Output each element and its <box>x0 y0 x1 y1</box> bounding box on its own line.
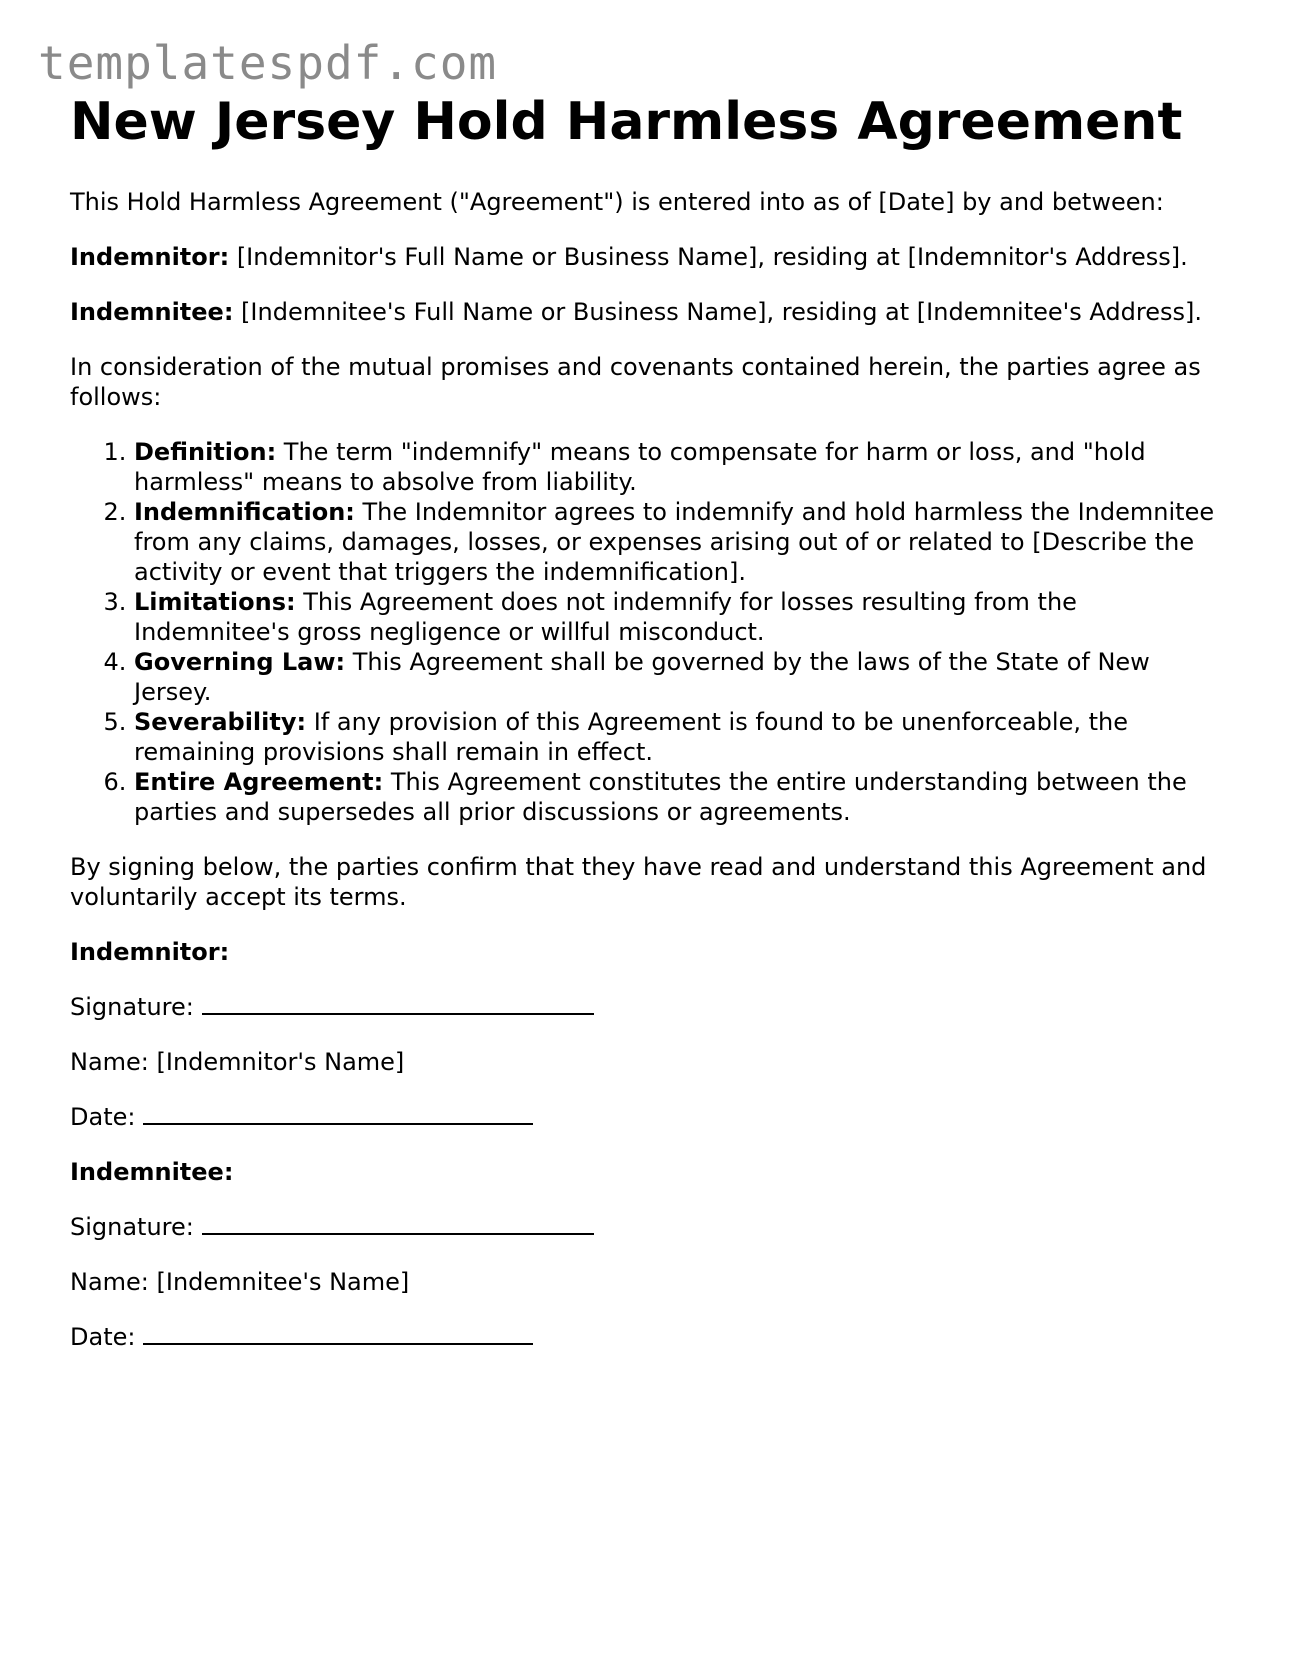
intro-paragraph: This Hold Harmless Agreement ("Agreement") is entered into as of [Date] by and between: <box>70 188 1164 216</box>
clause-text: This Agreement shall be governed by the laws of the State of New Jersey. <box>134 648 1150 706</box>
name-line: Name: [Indemnitee's Name] <box>70 1268 410 1296</box>
date-blank[interactable] <box>143 1103 533 1125</box>
clause-item <box>134 647 1220 707</box>
clause-label: Governing Law: <box>134 648 346 676</box>
signature-label: Signature: <box>70 1213 202 1241</box>
clause-item <box>134 437 1220 497</box>
closing-paragraph: By signing below, the parties confirm that they have read and understand this Agreement and voluntarily accept its terms. <box>70 853 1207 911</box>
clause-text: This Agreement does not indemnify for losses resulting from the Indemnitee's gross negligence or willful misconduct. <box>134 588 1077 646</box>
clause-item <box>134 707 1220 767</box>
document-title: New Jersey Hold Harmless Agreement <box>70 92 1183 152</box>
signature-heading: Indemnitee: <box>70 1158 234 1186</box>
clause-label: Indemnification: <box>134 498 355 526</box>
date-line <box>70 1322 1220 1352</box>
signature-block-indemnitee <box>70 1157 1220 1352</box>
watermark-logo: templatespdf.com <box>38 36 498 90</box>
date-label: Date: <box>70 1103 144 1131</box>
clause-label: Limitations: <box>134 588 296 616</box>
signature-heading: Indemnitor: <box>70 938 230 966</box>
indemnitee-label: Indemnitee: <box>70 298 234 326</box>
name-line: Name: [Indemnitor's Name] <box>70 1048 405 1076</box>
clause-text: If any provision of this Agreement is found to be unenforceable, the remaining provisions shall remain in effect. <box>134 708 1128 766</box>
signature-line <box>70 992 1220 1022</box>
date-line <box>70 1102 1220 1132</box>
indemnitee-paragraph <box>70 297 1220 327</box>
indemnitor-label: Indemnitor: <box>70 243 230 271</box>
clause-text: The Indemnitor agrees to indemnify and hold harmless the Indemnitee from any claims, damages, losses, or expenses arising out of or related to [Describe the activity or event that triggers the indemnification]. <box>134 498 1215 586</box>
date-label: Date: <box>70 1323 144 1351</box>
signature-line <box>70 1212 1220 1242</box>
clause-list <box>70 437 1220 827</box>
indemnitor-paragraph <box>70 242 1220 272</box>
clause-label: Entire Agreement: <box>134 768 384 796</box>
clause-text: This Agreement constitutes the entire understanding between the parties and supersedes all prior discussions or agreements. <box>134 768 1187 826</box>
signature-label: Signature: <box>70 993 202 1021</box>
document-body <box>70 187 1220 1352</box>
clause-item <box>134 767 1220 827</box>
signature-blank[interactable] <box>202 1213 594 1235</box>
indemnitee-text: [Indemnitee's Full Name or Business Name], residing at [Indemnitee's Address]. <box>233 298 1202 326</box>
clause-label: Definition: <box>134 438 277 466</box>
clause-item <box>134 497 1220 587</box>
clause-label: Severability: <box>134 708 307 736</box>
clause-text: The term "indemnify" means to compensate for harm or loss, and "hold harmless" means to absolve from liability. <box>134 438 1146 496</box>
document-page <box>70 88 1220 1352</box>
date-blank[interactable] <box>143 1323 533 1345</box>
clause-item <box>134 587 1220 647</box>
consideration-paragraph: In consideration of the mutual promises and covenants contained herein, the parties agree as follows: <box>70 353 1201 411</box>
signature-blank[interactable] <box>202 993 594 1015</box>
indemnitor-text: [Indemnitor's Full Name or Business Name], residing at [Indemnitor's Address]. <box>229 243 1188 271</box>
signature-block-indemnitor <box>70 937 1220 1132</box>
